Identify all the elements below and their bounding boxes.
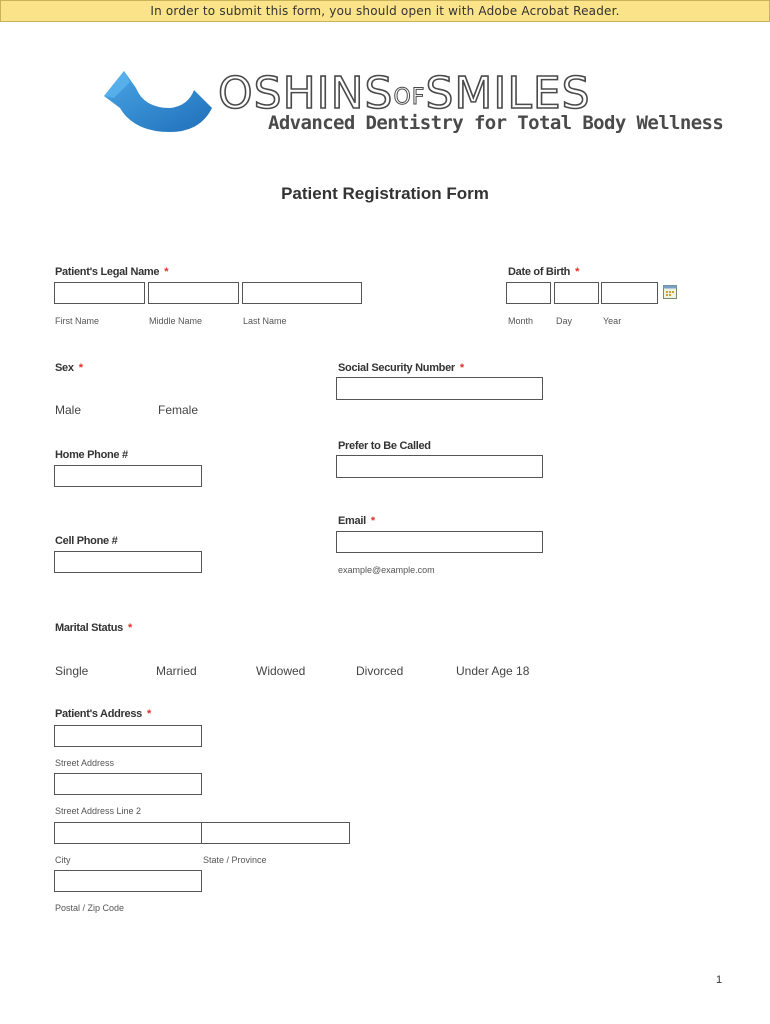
marital-option-under-18[interactable]: Under Age 18 (456, 664, 530, 678)
marital-option-divorced[interactable]: Divorced (356, 664, 404, 678)
page-number: 1 (716, 974, 723, 986)
state-sublabel: State / Province (203, 855, 267, 865)
street-address-sublabel: Street Address (55, 758, 115, 768)
sex-option-female[interactable]: Female (158, 403, 199, 417)
home-phone-label: Home Phone # (55, 449, 128, 461)
street-address-2-sublabel: Street Address Line 2 (55, 806, 142, 816)
calendar-icon[interactable] (663, 285, 677, 299)
ssn-label (338, 362, 464, 374)
dob-month-field[interactable] (506, 282, 551, 304)
brand-tagline: Advanced Dentistry for Total Body Wellness (268, 112, 724, 134)
dob-label-text: Date of Birth (508, 266, 571, 278)
first-name-sublabel: First Name (55, 316, 100, 326)
middle-name-sublabel: Middle Name (149, 316, 203, 326)
legal-name-label-text: Patient's Legal Name (55, 266, 160, 278)
required-marker: * (127, 622, 132, 634)
brand-wordmark-part1: OSHINS (218, 68, 394, 119)
prefer-called-label: Prefer to Be Called (338, 440, 431, 452)
required-marker: * (459, 362, 464, 374)
first-name-field[interactable] (54, 282, 145, 304)
middle-name-field[interactable] (148, 282, 239, 304)
marital-option-widowed[interactable]: Widowed (256, 664, 306, 678)
brand-wordmark-of: OF (393, 85, 426, 110)
acrobat-notice-banner: In order to submit this form, you should open it with Adobe Acrobat Reader. (0, 0, 770, 22)
city-field[interactable] (54, 822, 202, 844)
zip-field[interactable] (54, 870, 202, 892)
city-sublabel: City (55, 855, 71, 865)
email-hint: example@example.com (338, 565, 435, 575)
logo-arc-icon (100, 68, 220, 138)
last-name-field[interactable] (242, 282, 362, 304)
dob-year-sublabel: Year (603, 316, 622, 326)
ssn-field[interactable] (336, 377, 543, 400)
sex-label-text: Sex (55, 362, 74, 374)
required-marker: * (370, 515, 375, 527)
last-name-sublabel: Last Name (243, 316, 287, 326)
email-label-text: Email (338, 515, 366, 527)
brand-logo (100, 68, 724, 138)
prefer-called-field[interactable] (336, 455, 543, 478)
dob-day-field[interactable] (554, 282, 599, 304)
address-label (55, 708, 151, 720)
marital-status-label-text: Marital Status (55, 622, 123, 634)
required-marker: * (164, 266, 169, 278)
marital-status-label (55, 622, 132, 634)
dob-month-sublabel: Month (508, 316, 534, 326)
street-address-field[interactable] (54, 725, 202, 747)
address-label-text: Patient's Address (55, 708, 142, 720)
legal-name-label (55, 266, 168, 278)
brand-wordmark-part2: SMILES (425, 68, 591, 119)
sex-label (55, 362, 83, 374)
email-label (338, 515, 375, 527)
home-phone-field[interactable] (54, 465, 202, 487)
required-marker: * (78, 362, 83, 374)
cell-phone-label: Cell Phone # (55, 535, 118, 547)
dob-day-sublabel: Day (556, 316, 573, 326)
marital-option-married[interactable]: Married (156, 664, 197, 678)
email-field[interactable] (336, 531, 543, 553)
zip-sublabel: Postal / Zip Code (55, 903, 125, 913)
sex-option-male[interactable]: Male (55, 403, 82, 417)
street-address-2-field[interactable] (54, 773, 202, 795)
dob-year-field[interactable] (601, 282, 658, 304)
required-marker: * (575, 266, 580, 278)
cell-phone-field[interactable] (54, 551, 202, 573)
form-title: Patient Registration Form (281, 184, 489, 203)
dob-label (508, 266, 579, 278)
ssn-label-text: Social Security Number (338, 362, 455, 374)
required-marker: * (146, 708, 151, 720)
marital-option-single[interactable]: Single (55, 664, 89, 678)
state-field[interactable] (201, 822, 350, 844)
